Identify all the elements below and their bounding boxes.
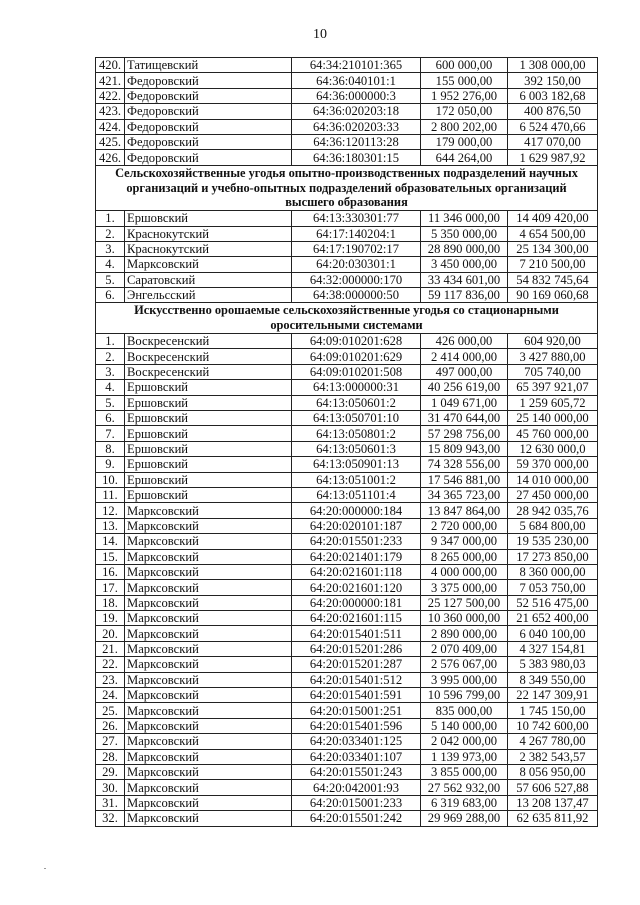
district-name: Марксовский — [125, 595, 292, 610]
district-name: Марксовский — [125, 795, 292, 810]
cadastral-number: 64:20:000000:184 — [292, 503, 421, 518]
row-number: 6. — [96, 288, 125, 303]
cadastral-number: 64:20:030301:1 — [292, 257, 421, 272]
table-row — [96, 487, 598, 502]
value-1: 28 890 000,00 — [421, 241, 508, 256]
row-number: 3. — [96, 241, 125, 256]
value-1: 2 070 409,00 — [421, 641, 508, 656]
value-2: 4 267 780,00 — [508, 734, 598, 749]
cadastral-number: 64:09:010201:508 — [292, 364, 421, 379]
cadastral-number: 64:20:015401:512 — [292, 672, 421, 687]
value-2: 1 308 000,00 — [508, 58, 598, 73]
value-1: 10 596 799,00 — [421, 688, 508, 703]
cadastral-number: 64:20:015001:233 — [292, 795, 421, 810]
row-number: 4. — [96, 257, 125, 272]
value-1: 600 000,00 — [421, 58, 508, 73]
district-name: Саратовский — [125, 272, 292, 287]
district-name: Марксовский — [125, 503, 292, 518]
table-row — [96, 226, 598, 241]
value-1: 3 995 000,00 — [421, 672, 508, 687]
value-2: 5 684 800,00 — [508, 518, 598, 533]
row-number: 425. — [96, 134, 125, 149]
row-number: 20. — [96, 626, 125, 641]
value-1: 5 350 000,00 — [421, 226, 508, 241]
table-row — [96, 104, 598, 119]
cadastral-number: 64:20:020101:187 — [292, 518, 421, 533]
district-name: Марксовский — [125, 811, 292, 826]
value-2: 28 942 035,76 — [508, 503, 598, 518]
district-name: Ершовский — [125, 472, 292, 487]
value-1: 33 434 601,00 — [421, 272, 508, 287]
table-row — [96, 288, 598, 303]
district-name: Краснокутский — [125, 241, 292, 256]
table-row — [96, 534, 598, 549]
value-1: 1 952 276,00 — [421, 88, 508, 103]
district-name: Марксовский — [125, 641, 292, 656]
row-number: 31. — [96, 795, 125, 810]
district-name: Марксовский — [125, 549, 292, 564]
district-name: Марксовский — [125, 672, 292, 687]
value-1: 2 576 067,00 — [421, 657, 508, 672]
cadastral-number: 64:36:180301:15 — [292, 150, 421, 165]
table-row — [96, 411, 598, 426]
value-1: 6 319 683,00 — [421, 795, 508, 810]
cadastral-number: 64:36:000000:3 — [292, 88, 421, 103]
value-2: 1 745 150,00 — [508, 703, 598, 718]
table-row — [96, 364, 598, 379]
value-1: 10 360 000,00 — [421, 611, 508, 626]
district-name: Татищевский — [125, 58, 292, 73]
table-row — [96, 780, 598, 795]
table-row — [96, 795, 598, 810]
value-1: 40 256 619,00 — [421, 380, 508, 395]
table-row — [96, 672, 598, 687]
row-number: 25. — [96, 703, 125, 718]
row-number: 2. — [96, 226, 125, 241]
district-name: Федоровский — [125, 119, 292, 134]
cadastral-number: 64:20:021601:115 — [292, 611, 421, 626]
cadastral-number: 64:36:020203:18 — [292, 104, 421, 119]
value-2: 54 832 745,64 — [508, 272, 598, 287]
district-name: Ершовский — [125, 380, 292, 395]
cadastral-number: 64:13:050601:3 — [292, 441, 421, 456]
table-row — [96, 134, 598, 149]
value-1: 9 347 000,00 — [421, 534, 508, 549]
value-2: 6 003 182,68 — [508, 88, 598, 103]
value-1: 426 000,00 — [421, 334, 508, 349]
row-number: 424. — [96, 119, 125, 134]
value-2: 12 630 000,0 — [508, 441, 598, 456]
cadastral-value-table — [95, 57, 598, 827]
row-number: 423. — [96, 104, 125, 119]
row-number: 1. — [96, 334, 125, 349]
table-row — [96, 349, 598, 364]
cadastral-number: 64:09:010201:629 — [292, 349, 421, 364]
row-number: 5. — [96, 272, 125, 287]
cadastral-number: 64:17:190702:17 — [292, 241, 421, 256]
cadastral-number: 64:20:015201:286 — [292, 641, 421, 656]
table-row — [96, 811, 598, 826]
value-2: 14 010 000,00 — [508, 472, 598, 487]
district-name: Воскресенский — [125, 364, 292, 379]
district-name: Марксовский — [125, 718, 292, 733]
district-name: Марксовский — [125, 534, 292, 549]
table-row — [96, 734, 598, 749]
value-1: 2 800 202,00 — [421, 119, 508, 134]
district-name: Марксовский — [125, 688, 292, 703]
table-row — [96, 641, 598, 656]
table-row — [96, 272, 598, 287]
table-row — [96, 718, 598, 733]
cadastral-number: 64:20:015001:251 — [292, 703, 421, 718]
value-2: 392 150,00 — [508, 73, 598, 88]
value-2: 705 740,00 — [508, 364, 598, 379]
district-name: Ершовский — [125, 441, 292, 456]
cadastral-number: 64:36:120113:28 — [292, 134, 421, 149]
value-1: 179 000,00 — [421, 134, 508, 149]
table-row — [96, 472, 598, 487]
row-number: 422. — [96, 88, 125, 103]
table-row — [96, 518, 598, 533]
value-2: 6 040 100,00 — [508, 626, 598, 641]
cadastral-number: 64:17:140204:1 — [292, 226, 421, 241]
row-number: 19. — [96, 611, 125, 626]
value-2: 8 360 000,00 — [508, 564, 598, 579]
district-name: Ершовский — [125, 211, 292, 226]
cadastral-number: 64:13:051001:2 — [292, 472, 421, 487]
value-1: 57 298 756,00 — [421, 426, 508, 441]
district-name: Марксовский — [125, 257, 292, 272]
section-header-row — [96, 165, 598, 210]
cadastral-number: 64:20:015401:591 — [292, 688, 421, 703]
value-2: 14 409 420,00 — [508, 211, 598, 226]
value-1: 1 139 973,00 — [421, 749, 508, 764]
value-1: 5 140 000,00 — [421, 718, 508, 733]
district-name: Марксовский — [125, 626, 292, 641]
value-1: 59 117 836,00 — [421, 288, 508, 303]
row-number: 28. — [96, 749, 125, 764]
value-1: 13 847 864,00 — [421, 503, 508, 518]
table-row — [96, 441, 598, 456]
scan-artifact — [44, 868, 46, 869]
row-number: 426. — [96, 150, 125, 165]
value-2: 57 606 527,88 — [508, 780, 598, 795]
row-number: 3. — [96, 364, 125, 379]
cadastral-number: 64:36:040101:1 — [292, 73, 421, 88]
district-name: Воскресенский — [125, 349, 292, 364]
cadastral-number: 64:38:000000:50 — [292, 288, 421, 303]
value-2: 8 056 950,00 — [508, 765, 598, 780]
table-row — [96, 334, 598, 349]
row-number: 16. — [96, 564, 125, 579]
cadastral-number: 64:13:050901:13 — [292, 457, 421, 472]
value-2: 22 147 309,91 — [508, 688, 598, 703]
value-1: 74 328 556,00 — [421, 457, 508, 472]
value-2: 13 208 137,47 — [508, 795, 598, 810]
cadastral-number: 64:20:033401:125 — [292, 734, 421, 749]
table-row — [96, 611, 598, 626]
district-name: Марксовский — [125, 611, 292, 626]
value-2: 90 169 060,68 — [508, 288, 598, 303]
value-2: 1 259 605,72 — [508, 395, 598, 410]
district-name: Ершовский — [125, 487, 292, 502]
value-1: 2 890 000,00 — [421, 626, 508, 641]
value-2: 4 654 500,00 — [508, 226, 598, 241]
cadastral-number: 64:34:210101:365 — [292, 58, 421, 73]
section-header-row — [96, 303, 598, 334]
district-name: Ершовский — [125, 395, 292, 410]
cadastral-number: 64:13:050701:10 — [292, 411, 421, 426]
value-1: 2 414 000,00 — [421, 349, 508, 364]
table-row — [96, 88, 598, 103]
cadastral-number: 64:13:050601:2 — [292, 395, 421, 410]
value-1: 644 264,00 — [421, 150, 508, 165]
value-2: 25 134 300,00 — [508, 241, 598, 256]
row-number: 9. — [96, 457, 125, 472]
value-2: 604 920,00 — [508, 334, 598, 349]
row-number: 8. — [96, 441, 125, 456]
cadastral-number: 64:20:015501:233 — [292, 534, 421, 549]
value-1: 172 050,00 — [421, 104, 508, 119]
cadastral-number: 64:13:000000:31 — [292, 380, 421, 395]
page-number: 10 — [313, 27, 327, 42]
value-2: 21 652 400,00 — [508, 611, 598, 626]
value-2: 1 629 987,92 — [508, 150, 598, 165]
table-row — [96, 211, 598, 226]
table-row — [96, 580, 598, 595]
row-number: 5. — [96, 395, 125, 410]
district-name: Марксовский — [125, 780, 292, 795]
row-number: 7. — [96, 426, 125, 441]
district-name: Воскресенский — [125, 334, 292, 349]
value-2: 10 742 600,00 — [508, 718, 598, 733]
cadastral-number: 64:20:015401:596 — [292, 718, 421, 733]
row-number: 10. — [96, 472, 125, 487]
district-name: Федоровский — [125, 104, 292, 119]
row-number: 6. — [96, 411, 125, 426]
value-2: 400 876,50 — [508, 104, 598, 119]
value-1: 17 546 881,00 — [421, 472, 508, 487]
value-2: 45 760 000,00 — [508, 426, 598, 441]
table-row — [96, 150, 598, 165]
table-row — [96, 457, 598, 472]
table-row — [96, 564, 598, 579]
table-row — [96, 380, 598, 395]
cadastral-number: 64:13:051101:4 — [292, 487, 421, 502]
district-name: Марксовский — [125, 518, 292, 533]
district-name: Федоровский — [125, 150, 292, 165]
value-1: 29 969 288,00 — [421, 811, 508, 826]
row-number: 23. — [96, 672, 125, 687]
district-name: Марксовский — [125, 749, 292, 764]
value-2: 5 383 980,03 — [508, 657, 598, 672]
district-name: Энгельсский — [125, 288, 292, 303]
value-2: 65 397 921,07 — [508, 380, 598, 395]
district-name: Марксовский — [125, 703, 292, 718]
table-row — [96, 241, 598, 256]
value-1: 3 450 000,00 — [421, 257, 508, 272]
table-row — [96, 688, 598, 703]
district-name: Федоровский — [125, 134, 292, 149]
value-2: 19 535 230,00 — [508, 534, 598, 549]
row-number: 14. — [96, 534, 125, 549]
district-name: Марксовский — [125, 765, 292, 780]
value-1: 8 265 000,00 — [421, 549, 508, 564]
table-row — [96, 58, 598, 73]
table-body — [96, 58, 598, 827]
value-2: 3 427 880,00 — [508, 349, 598, 364]
section-title: Сельскохозяйственные угодья опытно-производственных подразделений научных организаций и учебно-опытных подразделений образовательных организаций высшего образования — [96, 165, 598, 210]
value-2: 6 524 470,66 — [508, 119, 598, 134]
row-number: 2. — [96, 349, 125, 364]
cadastral-number: 64:20:015501:243 — [292, 765, 421, 780]
row-number: 21. — [96, 641, 125, 656]
value-2: 4 327 154,81 — [508, 641, 598, 656]
cadastral-number: 64:20:015201:287 — [292, 657, 421, 672]
value-2: 25 140 000,00 — [508, 411, 598, 426]
row-number: 1. — [96, 211, 125, 226]
value-2: 27 450 000,00 — [508, 487, 598, 502]
value-1: 155 000,00 — [421, 73, 508, 88]
value-2: 7 053 750,00 — [508, 580, 598, 595]
district-name: Краснокутский — [125, 226, 292, 241]
cadastral-number: 64:20:015501:242 — [292, 811, 421, 826]
value-1: 1 049 671,00 — [421, 395, 508, 410]
table-row — [96, 257, 598, 272]
cadastral-number: 64:13:330301:77 — [292, 211, 421, 226]
row-number: 13. — [96, 518, 125, 533]
value-2: 8 349 550,00 — [508, 672, 598, 687]
table-row — [96, 426, 598, 441]
cadastral-number: 64:20:021601:120 — [292, 580, 421, 595]
value-1: 31 470 644,00 — [421, 411, 508, 426]
cadastral-number: 64:13:050801:2 — [292, 426, 421, 441]
district-name: Ершовский — [125, 457, 292, 472]
cadastral-number: 64:36:020203:33 — [292, 119, 421, 134]
table-row — [96, 749, 598, 764]
table-row — [96, 503, 598, 518]
row-number: 12. — [96, 503, 125, 518]
table-row — [96, 549, 598, 564]
value-1: 2 042 000,00 — [421, 734, 508, 749]
cadastral-number: 64:20:000000:181 — [292, 595, 421, 610]
cadastral-number: 64:20:021401:179 — [292, 549, 421, 564]
table-row — [96, 703, 598, 718]
value-2: 52 516 475,00 — [508, 595, 598, 610]
row-number: 26. — [96, 718, 125, 733]
district-name: Федоровский — [125, 88, 292, 103]
district-name: Марксовский — [125, 657, 292, 672]
value-2: 17 273 850,00 — [508, 549, 598, 564]
district-name: Ершовский — [125, 426, 292, 441]
row-number: 27. — [96, 734, 125, 749]
row-number: 420. — [96, 58, 125, 73]
row-number: 421. — [96, 73, 125, 88]
value-1: 2 720 000,00 — [421, 518, 508, 533]
row-number: 29. — [96, 765, 125, 780]
cadastral-number: 64:32:000000:170 — [292, 272, 421, 287]
value-1: 25 127 500,00 — [421, 595, 508, 610]
row-number: 32. — [96, 811, 125, 826]
table-row — [96, 73, 598, 88]
row-number: 30. — [96, 780, 125, 795]
value-1: 3 375 000,00 — [421, 580, 508, 595]
row-number: 24. — [96, 688, 125, 703]
row-number: 17. — [96, 580, 125, 595]
table-row — [96, 119, 598, 134]
row-number: 18. — [96, 595, 125, 610]
value-2: 2 382 543,57 — [508, 749, 598, 764]
cadastral-number: 64:20:021601:118 — [292, 564, 421, 579]
value-2: 417 070,00 — [508, 134, 598, 149]
value-1: 15 809 943,00 — [421, 441, 508, 456]
district-name: Марксовский — [125, 564, 292, 579]
district-name: Марксовский — [125, 734, 292, 749]
value-1: 11 346 000,00 — [421, 211, 508, 226]
row-number: 22. — [96, 657, 125, 672]
value-1: 835 000,00 — [421, 703, 508, 718]
value-1: 4 000 000,00 — [421, 564, 508, 579]
value-2: 7 210 500,00 — [508, 257, 598, 272]
value-2: 62 635 811,92 — [508, 811, 598, 826]
section-title: Искусственно орошаемые сельскохозяйственные угодья со стационарными оросительными системами — [96, 303, 598, 334]
table-row — [96, 657, 598, 672]
value-1: 27 562 932,00 — [421, 780, 508, 795]
table-row — [96, 765, 598, 780]
row-number: 11. — [96, 487, 125, 502]
cadastral-number: 64:20:015401:511 — [292, 626, 421, 641]
table-row — [96, 626, 598, 641]
value-1: 497 000,00 — [421, 364, 508, 379]
district-name: Федоровский — [125, 73, 292, 88]
row-number: 4. — [96, 380, 125, 395]
cadastral-number: 64:20:042001:93 — [292, 780, 421, 795]
district-name: Ершовский — [125, 411, 292, 426]
district-name: Марксовский — [125, 580, 292, 595]
value-2: 59 370 000,00 — [508, 457, 598, 472]
table-row — [96, 595, 598, 610]
cadastral-number: 64:20:033401:107 — [292, 749, 421, 764]
value-1: 34 365 723,00 — [421, 487, 508, 502]
cadastral-number: 64:09:010201:628 — [292, 334, 421, 349]
row-number: 15. — [96, 549, 125, 564]
value-1: 3 855 000,00 — [421, 765, 508, 780]
table-row — [96, 395, 598, 410]
